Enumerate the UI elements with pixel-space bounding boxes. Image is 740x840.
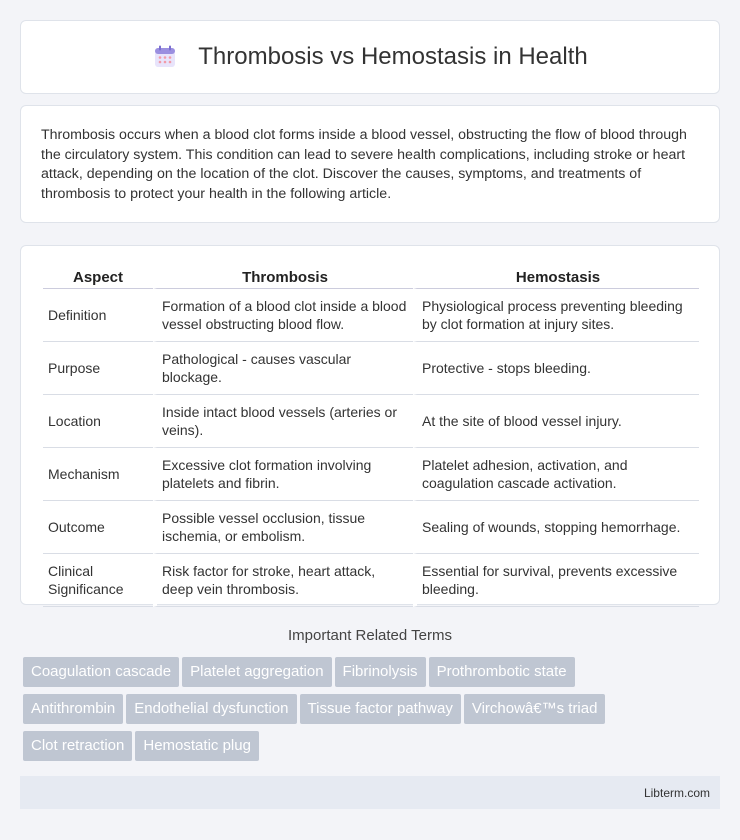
calendar-icon xyxy=(152,44,178,70)
cell-thrombosis: Pathological - causes vascular blockage. xyxy=(153,342,413,395)
related-terms-heading: Important Related Terms xyxy=(288,627,452,644)
term-tag[interactable]: Virchowâ€™s triad xyxy=(464,694,606,724)
cell-thrombosis: Risk factor for stroke, heart attack, deep vein thrombosis. xyxy=(153,554,413,607)
term-tag[interactable]: Endothelial dysfunction xyxy=(126,694,296,724)
footer xyxy=(20,776,720,809)
cell-aspect: Definition xyxy=(43,289,153,342)
table-header-row xyxy=(43,266,699,289)
table-row xyxy=(43,448,699,501)
column-header-hemostasis: Hemostasis xyxy=(413,266,699,289)
term-tag[interactable]: Fibrinolysis xyxy=(335,657,426,687)
page-title: Thrombosis vs Hemostasis in Health xyxy=(198,43,588,70)
cell-aspect: Mechanism xyxy=(43,448,153,501)
table-row xyxy=(43,342,699,395)
term-tag[interactable]: Hemostatic plug xyxy=(135,731,259,761)
comparison-card xyxy=(20,245,720,605)
column-header-aspect: Aspect xyxy=(43,266,153,289)
term-tag[interactable]: Coagulation cascade xyxy=(23,657,179,687)
cell-thrombosis: Formation of a blood clot inside a blood vessel obstructing blood flow. xyxy=(153,289,413,342)
comparison-table xyxy=(43,266,699,607)
cell-hemostasis: Essential for survival, prevents excessive bleeding. xyxy=(413,554,699,607)
cell-aspect: Clinical Significance xyxy=(43,554,153,607)
table-row xyxy=(43,395,699,448)
intro-card xyxy=(20,105,720,223)
cell-aspect: Location xyxy=(43,395,153,448)
cell-hemostasis: Protective - stops bleeding. xyxy=(413,342,699,395)
term-tag[interactable]: Antithrombin xyxy=(23,694,123,724)
column-header-thrombosis: Thrombosis xyxy=(153,266,413,289)
intro-text: Thrombosis occurs when a blood clot forms inside a blood vessel, obstructing the flow of blood through the circulatory system. This condition can lead to severe health complications, including stroke or heart attack, depending on the location of the clot. Discover the causes, symptoms, and treatments of thrombosis to protect your health in the following article. xyxy=(41,127,687,202)
table-row xyxy=(43,289,699,342)
cell-thrombosis: Excessive clot formation involving platelets and fibrin. xyxy=(153,448,413,501)
cell-hemostasis: Sealing of wounds, stopping hemorrhage. xyxy=(413,501,699,554)
term-tag[interactable]: Clot retraction xyxy=(23,731,132,761)
header-card xyxy=(20,20,720,94)
footer-site-link[interactable]: Libterm.com xyxy=(643,785,710,800)
table-row xyxy=(43,501,699,554)
cell-hemostasis: Physiological process preventing bleeding by clot formation at injury sites. xyxy=(413,289,699,342)
term-tag[interactable]: Tissue factor pathway xyxy=(300,694,461,724)
cell-aspect: Purpose xyxy=(43,342,153,395)
term-tag[interactable]: Prothrombotic state xyxy=(429,657,575,687)
cell-hemostasis: At the site of blood vessel injury. xyxy=(413,395,699,448)
cell-thrombosis: Inside intact blood vessels (arteries or veins). xyxy=(153,395,413,448)
cell-aspect: Outcome xyxy=(43,501,153,554)
cell-thrombosis: Possible vessel occlusion, tissue ischemia, or embolism. xyxy=(153,501,413,554)
related-terms-list xyxy=(23,657,723,768)
cell-hemostasis: Platelet adhesion, activation, and coagulation cascade activation. xyxy=(413,448,699,501)
term-tag[interactable]: Platelet aggregation xyxy=(182,657,331,687)
table-row xyxy=(43,554,699,607)
